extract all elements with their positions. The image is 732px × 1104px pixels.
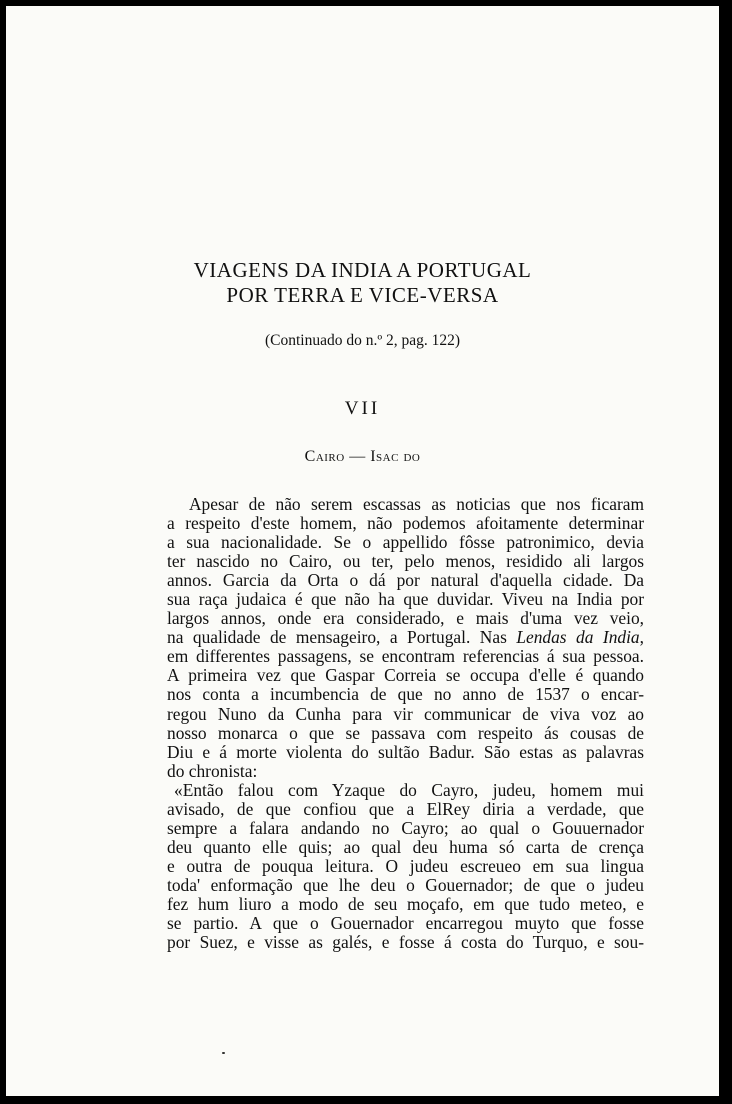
- text-line: A primeira vez que Gaspar Correia se occupa d'elle é quando: [167, 665, 644, 686]
- text-line: Diu e á morte violenta do sultão Badur. São estas as palavras: [167, 741, 644, 762]
- chapter-number: VII: [344, 398, 381, 419]
- print-speck: [222, 1052, 225, 1054]
- quote-line: por Suez, e visse as galés, e fosse á costa do Turquo, e sou-: [167, 932, 644, 953]
- text-line: a respeito d'este homem, não podemos afoitamente determinar: [167, 513, 644, 534]
- text-line-with-italic: [167, 628, 644, 647]
- text-line: ter nascido no Cairo, ou ter, pelo menos, residido ali largos: [167, 551, 644, 572]
- text-line: nosso monarca o que se passava com respeito ás cousas de: [167, 722, 644, 743]
- book-title-italic: Lendas da India: [516, 627, 640, 648]
- text-line: do chronista:: [167, 760, 258, 781]
- text-segment: ,: [639, 627, 644, 648]
- quote-line: deu quanto elle quis; ao qual deu huma só carta de crença: [167, 836, 644, 857]
- text-line: Apesar de não serem escassas as noticias que nos ficaram: [189, 494, 644, 514]
- quote-line: toda' enformação que lhe deu o Gouernador; de que o judeu: [167, 874, 644, 895]
- body-text: [167, 495, 644, 952]
- continuation-note: (Continuado do n.º 2, pag. 122): [264, 332, 461, 349]
- text-line: em differentes passagens, se encontram referencias á sua pessoa.: [167, 646, 644, 667]
- quote-line: fez hum liuro a modo de seu moçafo, em que tudo meteo, e: [167, 893, 644, 914]
- text-line: annos. Garcia da Orta o dá por natural d'aquella cidade. Da: [167, 570, 644, 591]
- quote-line: e outra de pouqua leitura. O judeu escreueo em sua lingua: [167, 855, 644, 876]
- article-title: [6, 258, 719, 308]
- text-line: a sua nacionalidade. Se o appellido fôsse patronimico, devia: [167, 532, 644, 553]
- quote-line: se partio. A que o Gouernador encarregou muyto que fosse: [167, 913, 644, 934]
- text-line: regou Nuno da Cunha para vir communicar de viva voz ao: [167, 703, 644, 724]
- text-line: nos conta a incumbencia de que no anno de 1537 o encar-: [167, 684, 644, 705]
- section-subtitle: Cairo — Isac do: [304, 448, 421, 465]
- quote-line: avisado, de que confiou que a ElRey diria a verdade, que: [167, 798, 644, 819]
- text-line: sua raça judaica é que não ha que duvidar. Viveu na India por: [167, 589, 644, 610]
- title-line-2: POR TERRA E VICE-VERSA: [226, 283, 499, 307]
- text-segment: na qualidade de mensageiro, a Portugal. Nas: [167, 627, 507, 648]
- document-page: [6, 6, 719, 1096]
- quote-line: sempre a falara andando no Cayro; ao qual o Gouuernador: [167, 817, 644, 838]
- text-line: largos annos, onde era considerado, e mais d'uma vez veio,: [167, 608, 644, 629]
- title-line-1: VIAGENS DA INDIA A PORTUGAL: [193, 258, 532, 282]
- quote-line: «Então falou com Yzaque do Cayro, judeu, homem mui: [174, 779, 644, 800]
